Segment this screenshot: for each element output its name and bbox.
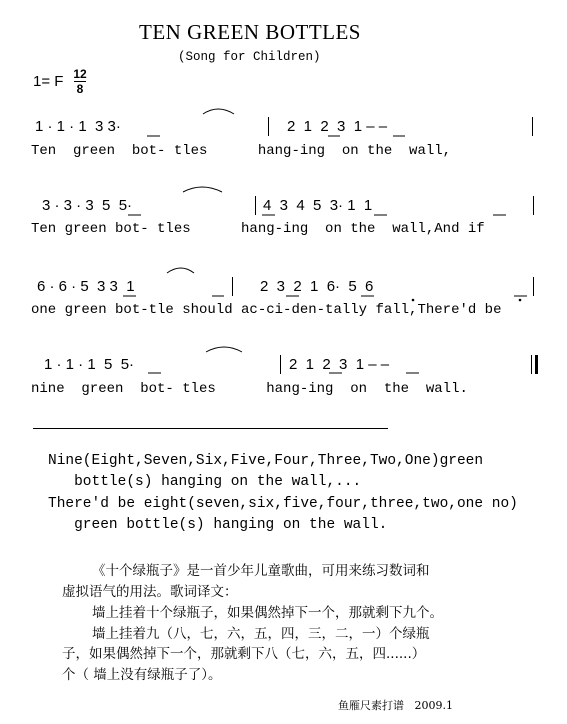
final-barline-thick — [535, 355, 538, 374]
notation-row2-measure1: 3 · 3 · 3 5 5· — [42, 197, 133, 214]
barline — [280, 355, 281, 374]
barline — [232, 277, 233, 296]
time-signature-numerator: 12 — [73, 67, 87, 81]
song-subtitle: (Song for Children) — [178, 50, 321, 64]
verse-note-line-3: There'd be eight(seven,six,five,four,three,two,one no) — [48, 496, 518, 512]
notation-row1-measure2: 2 1 2 3 1 – – — [287, 118, 388, 135]
barline — [533, 277, 534, 296]
time-signature-denominator: 8 — [76, 82, 84, 96]
chinese-note-line-4: 墙上挂着九（八，七，六，五，四，三，二，一）个绿瓶 — [92, 626, 430, 642]
final-barline-thin — [531, 355, 532, 374]
lyric-line-4: nine green bot- tles hang-ing on the wall. — [31, 381, 468, 397]
key-signature: 1= F — [33, 73, 64, 90]
barline — [533, 196, 534, 215]
chinese-note-line-5: 子，如果偶然掉下一个，那就剩下八（七，六，五，四......） — [62, 646, 426, 662]
chinese-note-line-1: 《十个绿瓶子》是一首少年儿童歌曲，可用来练习数词和 — [92, 563, 430, 579]
verse-note-line-2: bottle(s) hanging on the wall,... — [48, 474, 362, 490]
notation-row4-measure2: 2 1 2 3 1 – – — [289, 356, 390, 373]
notation-row3-measure2: 2 3 2 1 6· 5 6 — [260, 278, 374, 295]
separator-line — [33, 428, 388, 429]
notation-row2-measure2: 4 3 4 5 3· 1 1 — [263, 197, 373, 214]
chinese-note-line-3: 墙上挂着十个绿瓶子，如果偶然掉下一个，那就剩下九个。 — [92, 605, 443, 621]
notation-row1-measure1: 1 · 1 · 1 3 3· — [35, 118, 121, 135]
chinese-note-line-2: 虚拟语气的用法。歌词译文： — [62, 584, 238, 600]
notation-row4-measure1: 1 · 1 · 1 5 5· — [44, 356, 135, 373]
notation-row3-measure1: 6 · 6 · 5 3 3 1 — [37, 278, 135, 295]
song-title: TEN GREEN BOTTLES — [139, 20, 361, 44]
barline — [255, 196, 256, 215]
lyric-line-2: Ten green bot- tles hang-ing on the wall,And if — [31, 221, 485, 237]
chinese-note-line-6: 个（ 墙上没有绿瓶子了）。 — [62, 667, 222, 683]
verse-note-line-4: green bottle(s) hanging on the wall. — [48, 517, 388, 533]
verse-note-line-1: Nine(Eight,Seven,Six,Five,Four,Three,Two,One)green — [48, 453, 484, 469]
signature: 鱼雁尺素打谱 2009.1 — [338, 699, 453, 712]
lyric-line-3: one green bot-tle should ac-ci-den-tally fall,There'd be — [31, 302, 502, 318]
lyric-line-1: Ten green bot- tles hang-ing on the wall, — [31, 143, 452, 159]
